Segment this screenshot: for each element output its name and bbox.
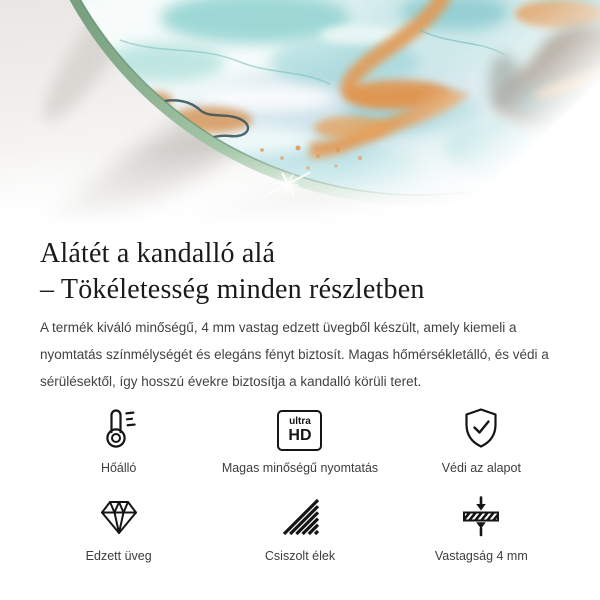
product-photo [0, 0, 600, 228]
page-title-line2: – Tökéletesség minden részletben [40, 274, 425, 305]
diamond-icon [96, 491, 142, 539]
feature-label: Edzett üveg [85, 549, 152, 563]
feature-heat-resistant [28, 403, 209, 475]
feature-tempered-glass [28, 491, 209, 563]
product-description: A termék kiváló minőségű, 4 mm vastag edzett üvegből készült, amely kiemeli a nyomtatás színmélységét és elegáns fényt biztosít. Magas hőmérsékletálló, és védi a sérülésektől, így hosszú évekre biztosítja a kandalló körüli teret. [40, 320, 549, 389]
glass-disc-artwork [0, 0, 600, 228]
feature-high-quality-print [209, 403, 390, 475]
features-grid [28, 403, 572, 563]
product-content [0, 236, 600, 563]
page-title-line1: Alátét a kandalló alá [40, 238, 276, 269]
fade-bottom [0, 0, 600, 228]
feature-thickness [391, 491, 572, 563]
ultra-hd-icon [277, 403, 322, 451]
ultra-hd-text-bottom: HD [288, 427, 312, 444]
feature-protects-base [391, 403, 572, 475]
feature-polished-edges [209, 491, 390, 563]
thermometer-icon [96, 403, 142, 451]
feature-label: Magas minőségű nyomtatás [221, 461, 379, 475]
shield-check-icon [458, 403, 504, 451]
ultra-hd-text-top: ultra [289, 416, 311, 427]
feature-label: Védi az alapot [441, 461, 521, 475]
feature-label: Csiszolt élek [264, 549, 336, 563]
feature-label: Vastagság 4 mm [434, 549, 528, 563]
feature-label: Hőálló [100, 461, 137, 475]
thickness-icon [458, 491, 504, 539]
page-title [40, 236, 560, 308]
polished-edge-icon [277, 491, 323, 539]
